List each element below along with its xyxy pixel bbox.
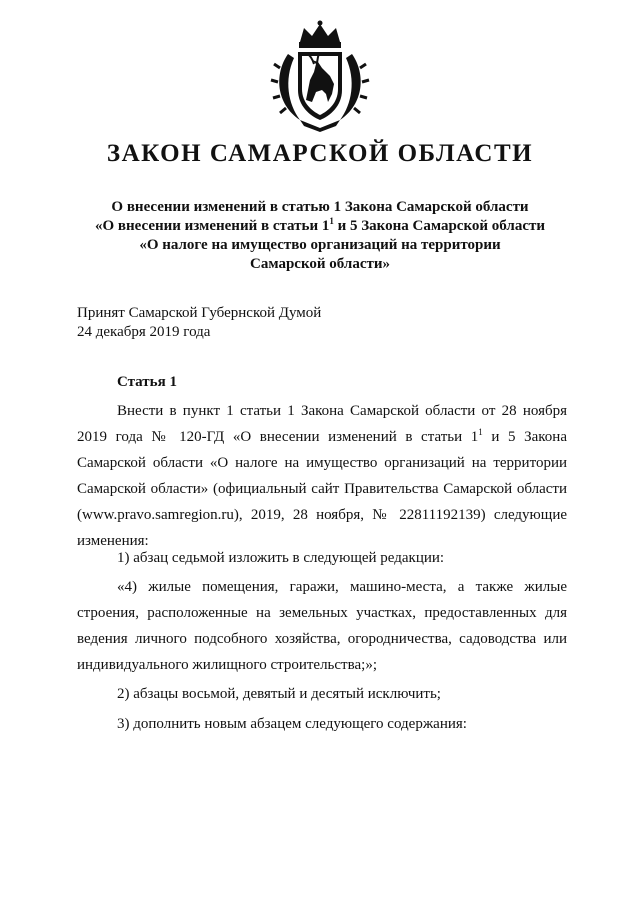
law-subtitle [70, 198, 570, 274]
amendment-item-3: 3) дополнить новым абзацем следующего содержания: [117, 716, 467, 732]
law-title: ЗАКОН САМАРСКОЙ ОБЛАСТИ [106, 140, 534, 167]
adoption-date: 24 декабря 2019 года [77, 324, 211, 340]
article-title: Статья 1 [117, 374, 177, 390]
article-intro-paragraph: Внести в пункт 1 статьи 1 Закона Самарской области от 28 ноября 2019 года № 120-ГД «О внесении изменений в статьи $1^1$ и 5 Закона Самарской области «О налоге на имущество организаций на территории Самарской области» (официальный сайт Правительства Самарской области (www.pravo.samregion.ru), 2019, 28 ноября, № 22811192139) следующие изменения: [77, 403, 567, 549]
amendment-item-2: 2) абзацы восьмой, девятый и десятый исключить; [117, 686, 441, 702]
subtitle-line: «О внесении изменений в статьи $1^1$ и 5 Закона Самарской области [94, 216, 545, 234]
adoption-note [77, 304, 321, 342]
amendment-item-1-text: «4) жилые помещения, гаражи, машино-места, а также жилые строения, расположенные на земельных участках, предоставленных для ведения личного подсобного хозяйства, огородничества, садоводства или индивидуального жилищного строительства;»; [77, 579, 567, 673]
samara-coat-of-arms-emblem [270, 20, 370, 132]
subtitle-line: Самарской области» [250, 256, 390, 272]
subtitle-line: «О налоге на имущество организаций на территории [139, 237, 501, 253]
subtitle-line: О внесении изменений в статью 1 Закона Самарской области [111, 199, 529, 215]
adopted-by: Принят Самарской Губернской Думой [77, 305, 322, 321]
amendment-item-1: 1) абзац седьмой изложить в следующей редакции: [117, 550, 445, 566]
